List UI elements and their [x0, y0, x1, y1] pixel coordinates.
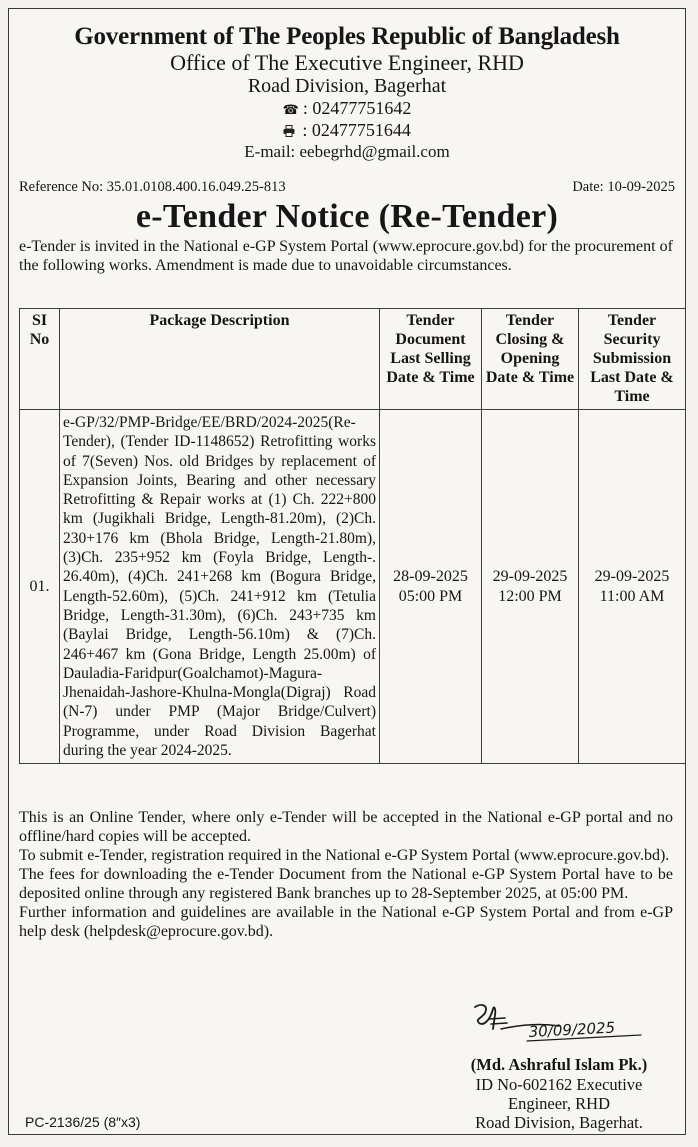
- notes-section: [19, 808, 673, 941]
- header-sl-no: SI No: [20, 309, 60, 410]
- signatory-office: Road Division, Bagerhat.: [475, 1113, 643, 1132]
- security-date: 29-09-2025: [594, 567, 670, 585]
- notice-title: e-Tender Notice (Re-Tender): [135, 198, 559, 235]
- row-closing-cell: [482, 410, 579, 764]
- email-line: E-mail: eebegrhd@gmail.com: [244, 142, 450, 161]
- telephone-icon: ☎: [282, 102, 299, 117]
- header-package-description: Package Description: [60, 309, 380, 410]
- closing-time: 12:00 PM: [498, 587, 562, 605]
- phone-line: [9, 98, 685, 120]
- header-last-selling: Tender Document Last Selling Date & Time: [380, 309, 482, 410]
- government-title: Government of The Peoples Republic of Bangladesh: [74, 23, 620, 50]
- table-header-row: [20, 309, 686, 410]
- note-registration: To submit e-Tender, registration required in the National e-GP System Portal (www.eprocure.gov.bd).: [19, 847, 670, 864]
- letterhead: [9, 23, 685, 162]
- division-title: Road Division, Bagerhat: [247, 75, 447, 97]
- table-row: [20, 410, 686, 764]
- header-closing-opening: Tender Closing & Opening Date & Time: [482, 309, 579, 410]
- reference-line: [19, 179, 675, 196]
- tender-notice: [8, 8, 686, 1135]
- header-security-submission: Tender Security Submission Last Date & Time: [579, 309, 686, 410]
- reference-number: Reference No: 35.01.0108.400.16.049.25-813: [19, 179, 286, 195]
- signatory-id: ID No-602162 Executive: [475, 1075, 643, 1094]
- office-title: Office of The Executive Engineer, RHD: [170, 50, 524, 75]
- closing-date: 29-09-2025: [492, 567, 568, 585]
- handwritten-signature: [409, 999, 679, 1049]
- svg-text:30/09/2025: 30/09/2025: [528, 1018, 616, 1041]
- selling-date: 28-09-2025: [393, 567, 468, 585]
- tender-table: [19, 308, 686, 764]
- signatory-designation: Engineer, RHD: [508, 1094, 610, 1113]
- row-sl-no: 01.: [20, 410, 60, 764]
- security-time: 11:00 AM: [599, 587, 665, 605]
- notice-date: Date: 10-09-2025: [572, 179, 675, 195]
- publication-code: PC-2136/25 (8″x3): [25, 1114, 141, 1130]
- fax-icon: [283, 124, 298, 139]
- intro-paragraph: e-Tender is invited in the National e-GP System Portal (www.eprocure.gov.bd) for the procurement of the following works. Amendment is made due to unavoidable circumstances.: [19, 238, 673, 274]
- row-selling-cell: [380, 410, 482, 764]
- selling-time: 05:00 PM: [398, 587, 463, 605]
- note-further-info: Further information and guidelines are available in the National e-GP System Portal and from e-GP help desk (helpdesk@eprocure.gov.bd).: [19, 904, 673, 940]
- note-online-tender: This is an Online Tender, where only e-Tender will be accepted in the National e-GP portal and no offline/hard copies will be accepted.: [19, 809, 673, 845]
- fax-line: [9, 120, 685, 142]
- note-fees: The fees for downloading the e-Tender Document from the National e-GP System Portal have to be deposited online through any registered Bank branches up to 28-September 2025, at 05:00 PM.: [19, 866, 673, 902]
- row-security-cell: [579, 410, 686, 764]
- row-package-description: e-GP/32/PMP-Bridge/EE/BRD/2024-2025(Re-Tender), (Tender ID-1148652) Retrofitting works of 7(Seven) Nos. old Bridges by replacement of Expansion Joints, Bearing and other necessary Retrofitting & Repair works at (1) Ch. 222+800 km (Jugikhali Bridge, Length-81.20m), (2)Ch. 230+176 km (Bhola Bridge, Length-21.80m), (3)Ch. 235+952 km (Foyla Bridge, Length-. 26.40m), (4)Ch. 241+268 km (Bogura Bridge, Length-52.60m), (5)Ch. 241+912 km (Tetulia Bridge, Length-31.30m), (6)Ch. 243+735 km (Baylai Bridge, Length-56.10m) & (7)Ch. 246+467 km (Gona Bridge, Length 25.00m) of Dauladia-Faridpur(Goalchamot)-Magura-Jhenaidah-Jashore-Khulna-Mongla(Digraj) Road (N-7) under PMP (Major Bridge/Culvert) Programme, under Road Division Bagerhat during the year 2024-2025.: [60, 410, 380, 764]
- phone-number: : 02477751642: [302, 98, 412, 118]
- signatory-name: (Md. Ashraful Islam Pk.): [470, 1055, 648, 1074]
- fax-number: : 02477751644: [302, 120, 411, 140]
- signatory-details: [437, 1075, 681, 1132]
